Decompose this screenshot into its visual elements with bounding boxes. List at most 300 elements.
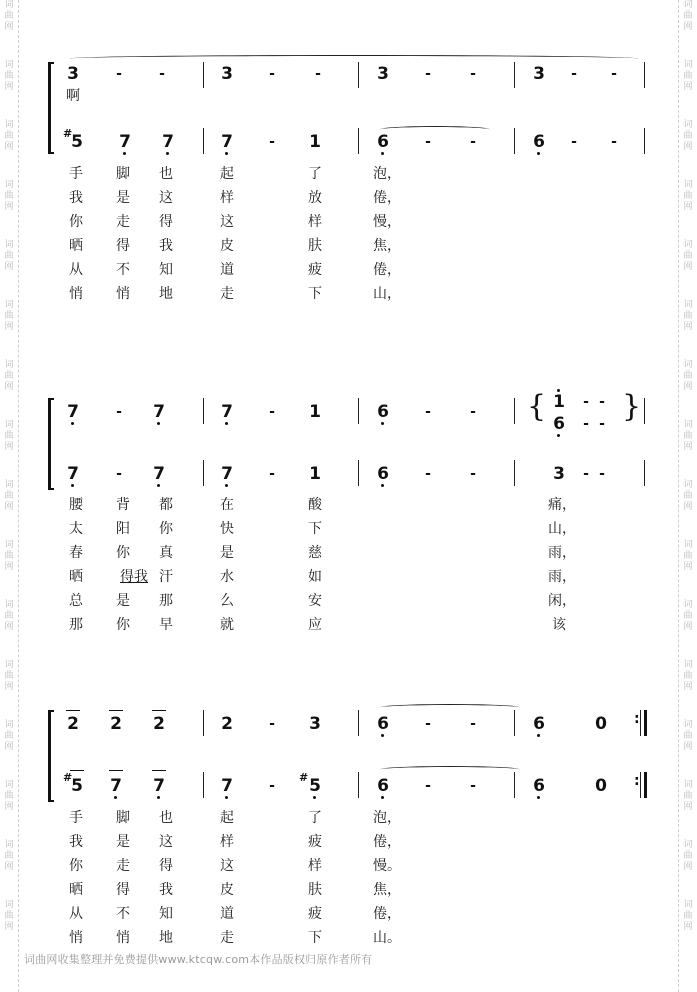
watermark-glyph: 曲 <box>683 671 693 681</box>
watermark-glyph: 曲 <box>4 71 14 81</box>
watermark-glyph: 词 <box>683 840 693 850</box>
barline <box>514 460 515 486</box>
lyric-syllable: 走 <box>220 286 234 302</box>
lyric-syllable: 春 <box>69 545 83 561</box>
lyric-syllable: 样 <box>220 190 234 206</box>
note: 7 <box>157 132 179 152</box>
watermark-glyph: 曲 <box>683 431 693 441</box>
dash: - <box>425 466 431 482</box>
watermark-glyph: 词 <box>683 0 693 10</box>
dash: - <box>470 404 476 420</box>
dash: - <box>425 66 431 82</box>
note: 7 <box>148 402 170 422</box>
dash: - <box>159 66 165 82</box>
watermark-glyph: 词 <box>4 420 14 430</box>
dash: - <box>470 716 476 732</box>
lyric-syllable: 如 <box>308 569 322 585</box>
watermark-glyph: 词 <box>4 900 14 910</box>
lyric-syllable: 知 <box>159 262 173 278</box>
repeat-dots: : <box>634 773 640 789</box>
note: 2 <box>221 714 233 734</box>
lyric-syllable: 么 <box>220 593 234 609</box>
note: 2 <box>67 714 79 734</box>
dash: - <box>583 394 589 410</box>
lyric-syllable: 焦， <box>373 238 401 254</box>
watermark-glyph: 词 <box>4 300 14 310</box>
lyric-syllable: 得我 <box>120 569 148 585</box>
left-brace-symbol: { <box>527 389 547 424</box>
watermark-glyph: 曲 <box>4 851 14 861</box>
watermark-glyph: 网 <box>4 862 14 872</box>
lyric-syllable: 倦， <box>373 906 401 922</box>
dash: - <box>611 66 617 82</box>
watermark-glyph: 词 <box>4 600 14 610</box>
lyric-syllable: 起 <box>220 166 234 182</box>
lyric-syllable: 阳 <box>116 521 130 537</box>
barline <box>358 710 359 736</box>
lyric-syllable: 肤 <box>308 882 322 898</box>
note: 7 <box>216 464 238 484</box>
tie-slur <box>380 704 520 711</box>
right-border-line <box>678 0 679 992</box>
note: 1 <box>309 464 321 484</box>
barline <box>358 128 359 154</box>
lyric-syllable: 这 <box>220 214 234 230</box>
lyric-syllable: 悄 <box>116 286 130 302</box>
repeat-dots: : <box>634 711 640 727</box>
watermark-glyph: 曲 <box>4 731 14 741</box>
lyric-syllable: 背 <box>116 497 130 513</box>
lyric-syllable: 我 <box>69 190 83 206</box>
note: 7 <box>62 464 84 484</box>
lyric-syllable: 知 <box>159 906 173 922</box>
barline <box>203 772 204 798</box>
lyric-syllable: 痛， <box>548 497 576 513</box>
lyric-syllable: 起 <box>220 810 234 826</box>
dash: - <box>269 404 275 420</box>
watermark-glyph: 网 <box>683 562 693 572</box>
watermark-glyph: 曲 <box>4 11 14 21</box>
lyric-syllable: 该 <box>552 617 566 633</box>
watermark-glyph: 网 <box>4 922 14 932</box>
watermark-glyph: 曲 <box>683 71 693 81</box>
lyric-syllable: 样 <box>308 858 322 874</box>
tie-slur <box>380 126 490 133</box>
note: 2 <box>153 714 165 734</box>
lyric-syllable: 道 <box>220 906 234 922</box>
lyric-syllable: 你 <box>116 617 130 633</box>
lyric-syllable: 泡， <box>373 166 401 182</box>
watermark-glyph: 词 <box>4 840 14 850</box>
watermark-glyph: 词 <box>683 420 693 430</box>
score-system-3 <box>40 698 660 810</box>
watermark-glyph: 词 <box>4 540 14 550</box>
dash: - <box>571 134 577 150</box>
lyric-syllable: 手 <box>69 810 83 826</box>
left-border-line <box>18 0 19 992</box>
dash: - <box>269 466 275 482</box>
final-barline-thick <box>644 710 647 736</box>
lyric-syllable: 我 <box>69 834 83 850</box>
lyric-syllable: 走 <box>116 214 130 230</box>
barline <box>644 62 645 88</box>
dash: - <box>269 716 275 732</box>
watermark-glyph: 词 <box>4 780 14 790</box>
watermark-glyph: 曲 <box>4 791 14 801</box>
note: 6 <box>528 714 550 734</box>
lyric-syllable: 疲 <box>308 834 322 850</box>
lyric-syllable: 我 <box>159 882 173 898</box>
note: 6 <box>372 776 394 796</box>
watermark-glyph: 曲 <box>683 131 693 141</box>
lyric-syllable: 雨， <box>548 569 576 585</box>
lyric-syllable: 倦， <box>373 262 401 278</box>
final-barline-thick <box>644 772 647 798</box>
lyric-syllable: 脚 <box>116 810 130 826</box>
note: 7 <box>148 776 170 796</box>
watermark-glyph: 词 <box>4 240 14 250</box>
lyric-syllable: 得 <box>116 882 130 898</box>
lyric-syllable: 样 <box>220 834 234 850</box>
lyric-syllable: 应 <box>308 617 322 633</box>
watermark-glyph: 曲 <box>683 911 693 921</box>
watermark-glyph: 网 <box>683 622 693 632</box>
watermark-glyph: 曲 <box>4 251 14 261</box>
watermark-glyph: 网 <box>4 682 14 692</box>
dash: - <box>425 778 431 794</box>
sharp-sign: # <box>63 127 73 140</box>
watermark-glyph: 词 <box>4 120 14 130</box>
lyric-syllable: 从 <box>69 262 83 278</box>
dash: - <box>116 404 122 420</box>
lyric-syllable: 那 <box>69 617 83 633</box>
dash: - <box>470 134 476 150</box>
watermark-glyph: 曲 <box>683 311 693 321</box>
watermark-glyph: 曲 <box>683 191 693 201</box>
lyric-syllable: 脚 <box>116 166 130 182</box>
dash: - <box>599 416 605 432</box>
final-barline-thin <box>640 772 641 798</box>
system-brace <box>48 62 51 154</box>
lyric-syllable: 得 <box>116 238 130 254</box>
lyric-syllable: 晒 <box>69 238 83 254</box>
watermark-glyph: 词 <box>683 480 693 490</box>
watermark-glyph: 网 <box>4 82 14 92</box>
note: 3 <box>309 714 321 734</box>
watermark-glyph: 网 <box>4 562 14 572</box>
watermark-glyph: 词 <box>4 360 14 370</box>
note: 5 <box>304 776 326 796</box>
score-system-1 <box>40 50 660 160</box>
watermark-glyph: 词 <box>683 540 693 550</box>
watermark-glyph: 词 <box>683 900 693 910</box>
lyric-syllable: 快 <box>220 521 234 537</box>
watermark-glyph: 词 <box>683 240 693 250</box>
watermark-glyph: 曲 <box>683 371 693 381</box>
note: 7 <box>62 402 84 422</box>
lyric-syllable: 下 <box>308 930 322 946</box>
lyric-syllable: 山。 <box>373 930 401 946</box>
dash: - <box>571 66 577 82</box>
barline <box>358 62 359 88</box>
lyric-syllable: 是 <box>116 593 130 609</box>
lyric-syllable: 下 <box>308 521 322 537</box>
dash: - <box>599 466 605 482</box>
lyric-syllable: 你 <box>159 521 173 537</box>
final-barline-thin <box>640 710 641 736</box>
watermark-glyph: 词 <box>4 660 14 670</box>
lyric-syllable: 焦， <box>373 882 401 898</box>
watermark-glyph: 曲 <box>4 371 14 381</box>
note: 1 <box>548 392 570 412</box>
note: 6 <box>528 132 550 152</box>
lyric-syllable: 腰 <box>69 497 83 513</box>
lyric-syllable: 也 <box>159 810 173 826</box>
lyric: 啊 <box>66 88 80 104</box>
barline <box>358 398 359 424</box>
lyric-syllable: 倦， <box>373 190 401 206</box>
lyric-syllable: 都 <box>159 497 173 513</box>
dash: - <box>470 466 476 482</box>
watermark-glyph: 曲 <box>683 851 693 861</box>
lyric-syllable: 水 <box>220 569 234 585</box>
watermark-glyph: 曲 <box>4 491 14 501</box>
dash: - <box>425 716 431 732</box>
lyric-syllable: 早 <box>159 617 173 633</box>
lyric-syllable: 太 <box>69 521 83 537</box>
lyric-syllable: 就 <box>220 617 234 633</box>
lyric-syllable: 你 <box>69 214 83 230</box>
dash: - <box>583 466 589 482</box>
watermark-glyph: 网 <box>4 622 14 632</box>
lyric-syllable: 我 <box>159 238 173 254</box>
note: 6 <box>372 132 394 152</box>
dash: - <box>583 416 589 432</box>
barline <box>203 62 204 88</box>
lyric-syllable: 得 <box>159 214 173 230</box>
note: 7 <box>216 402 238 422</box>
lyric-syllable: 汗 <box>159 569 173 585</box>
barline <box>203 460 204 486</box>
barline <box>644 398 645 424</box>
watermark-glyph: 曲 <box>683 251 693 261</box>
watermark-glyph: 网 <box>683 82 693 92</box>
barline <box>358 772 359 798</box>
dash: - <box>470 778 476 794</box>
watermark-glyph: 词 <box>4 480 14 490</box>
watermark-glyph: 曲 <box>683 611 693 621</box>
watermark-glyph: 词 <box>683 360 693 370</box>
lyric-syllable: 皮 <box>220 882 234 898</box>
lyric-syllable: 酸 <box>308 497 322 513</box>
right-watermark-column <box>681 0 695 960</box>
watermark-glyph: 曲 <box>4 311 14 321</box>
watermark-glyph: 网 <box>683 142 693 152</box>
lyric-syllable: 慢， <box>373 214 401 230</box>
watermark-glyph: 词 <box>4 180 14 190</box>
lyric-syllable: 了 <box>308 166 322 182</box>
note: 3 <box>67 64 79 84</box>
watermark-glyph: 词 <box>4 0 14 10</box>
watermark-glyph: 词 <box>683 660 693 670</box>
lyric-syllable: 那 <box>159 593 173 609</box>
lyric-syllable: 是 <box>220 545 234 561</box>
system-brace <box>48 710 51 802</box>
lyric-syllable: 放 <box>308 190 322 206</box>
dash: - <box>470 66 476 82</box>
watermark-glyph: 网 <box>683 382 693 392</box>
tie-slur <box>70 55 638 62</box>
barline <box>644 460 645 486</box>
lyric-syllable: 道 <box>220 262 234 278</box>
lyric-syllable: 疲 <box>308 262 322 278</box>
lyric-syllable: 晒 <box>69 569 83 585</box>
note: 1 <box>309 402 321 422</box>
watermark-glyph: 词 <box>4 60 14 70</box>
watermark-glyph: 曲 <box>4 131 14 141</box>
note: 5 <box>71 776 83 796</box>
lyric-syllable: 从 <box>69 906 83 922</box>
lyric-syllable: 在 <box>220 497 234 513</box>
dash: - <box>599 394 605 410</box>
note: 6 <box>372 402 394 422</box>
right-brace-symbol: } <box>622 389 642 424</box>
watermark-glyph: 网 <box>683 922 693 932</box>
sharp-sign: # <box>63 771 73 784</box>
watermark-glyph: 曲 <box>4 611 14 621</box>
barline <box>514 710 515 736</box>
lyric-syllable: 雨， <box>548 545 576 561</box>
dash: - <box>116 466 122 482</box>
note: 7 <box>105 776 127 796</box>
dash: - <box>269 778 275 794</box>
watermark-glyph: 词 <box>4 720 14 730</box>
watermark-glyph: 词 <box>683 120 693 130</box>
lyric-syllable: 手 <box>69 166 83 182</box>
lyric-syllable: 悄 <box>116 930 130 946</box>
watermark-glyph: 网 <box>683 742 693 752</box>
watermark-glyph: 曲 <box>4 551 14 561</box>
lyric-syllable: 地 <box>159 286 173 302</box>
watermark-glyph: 网 <box>4 262 14 272</box>
note: 7 <box>216 776 238 796</box>
note: 3 <box>221 64 233 84</box>
lyric-syllable: 疲 <box>308 906 322 922</box>
note: 7 <box>148 464 170 484</box>
lyric-syllable: 慢。 <box>373 858 401 874</box>
lyric-syllable: 走 <box>116 858 130 874</box>
lyric-syllable: 走 <box>220 930 234 946</box>
watermark-glyph: 网 <box>683 802 693 812</box>
watermark-glyph: 曲 <box>683 731 693 741</box>
watermark-glyph: 曲 <box>4 911 14 921</box>
lyric-syllable: 皮 <box>220 238 234 254</box>
watermark-glyph: 曲 <box>4 431 14 441</box>
dash: - <box>611 134 617 150</box>
lyric-syllable: 悄 <box>69 286 83 302</box>
lyric-syllable: 也 <box>159 166 173 182</box>
lyric-syllable: 了 <box>308 810 322 826</box>
lyric-syllable: 是 <box>116 834 130 850</box>
watermark-glyph: 曲 <box>683 551 693 561</box>
dash: - <box>315 66 321 82</box>
watermark-glyph: 网 <box>4 142 14 152</box>
note: 5 <box>71 132 83 152</box>
barline <box>644 128 645 154</box>
lyric-syllable: 不 <box>116 906 130 922</box>
lyric-syllable: 倦， <box>373 834 401 850</box>
watermark-glyph: 曲 <box>683 11 693 21</box>
watermark-glyph: 网 <box>4 322 14 332</box>
barline <box>358 460 359 486</box>
note: 2 <box>110 714 122 734</box>
watermark-glyph: 曲 <box>4 191 14 201</box>
lyric-syllable: 安 <box>308 593 322 609</box>
lyric-syllable: 悄 <box>69 930 83 946</box>
sharp-sign: # <box>299 771 309 784</box>
lyric-syllable: 下 <box>308 286 322 302</box>
watermark-glyph: 网 <box>683 502 693 512</box>
dash: - <box>269 134 275 150</box>
note: 6 <box>372 714 394 734</box>
score-system-2 <box>40 388 660 498</box>
barline <box>514 62 515 88</box>
watermark-glyph: 网 <box>683 202 693 212</box>
watermark-glyph: 网 <box>683 862 693 872</box>
watermark-glyph: 曲 <box>683 791 693 801</box>
barline <box>514 398 515 424</box>
watermark-glyph: 词 <box>683 60 693 70</box>
lyric-syllable: 样 <box>308 214 322 230</box>
watermark-glyph: 网 <box>683 262 693 272</box>
lyric-syllable: 是 <box>116 190 130 206</box>
watermark-glyph: 曲 <box>4 671 14 681</box>
lyric-syllable: 山， <box>373 286 401 302</box>
barline <box>203 398 204 424</box>
lyric-syllable: 得 <box>159 858 173 874</box>
note: 6 <box>372 464 394 484</box>
watermark-glyph: 网 <box>683 322 693 332</box>
note: 3 <box>377 64 389 84</box>
barline <box>203 710 204 736</box>
watermark-glyph: 网 <box>4 382 14 392</box>
lyric-syllable: 真 <box>159 545 173 561</box>
barline <box>514 772 515 798</box>
dash: - <box>116 66 122 82</box>
note: 1 <box>309 132 321 152</box>
lyric-syllable: 地 <box>159 930 173 946</box>
barline <box>203 128 204 154</box>
watermark-glyph: 曲 <box>683 491 693 501</box>
lyric-syllable: 这 <box>159 190 173 206</box>
note: 7 <box>216 132 238 152</box>
lyric-syllable: 这 <box>159 834 173 850</box>
watermark-glyph: 词 <box>683 180 693 190</box>
lyric-syllable: 肤 <box>308 238 322 254</box>
watermark-glyph: 网 <box>4 742 14 752</box>
note: 0 <box>595 714 607 734</box>
dash: - <box>425 404 431 420</box>
watermark-glyph: 网 <box>683 682 693 692</box>
footer-watermark-text: 词曲网收集整理并免费提供www.ktcqw.com本作品版权归原作者所有 <box>24 953 373 966</box>
watermark-glyph: 词 <box>683 300 693 310</box>
lyric-syllable: 晒 <box>69 882 83 898</box>
dash: - <box>425 134 431 150</box>
lyric-syllable: 这 <box>220 858 234 874</box>
note: 6 <box>548 414 570 434</box>
dash: - <box>269 66 275 82</box>
lyric-syllable: 慈 <box>308 545 322 561</box>
